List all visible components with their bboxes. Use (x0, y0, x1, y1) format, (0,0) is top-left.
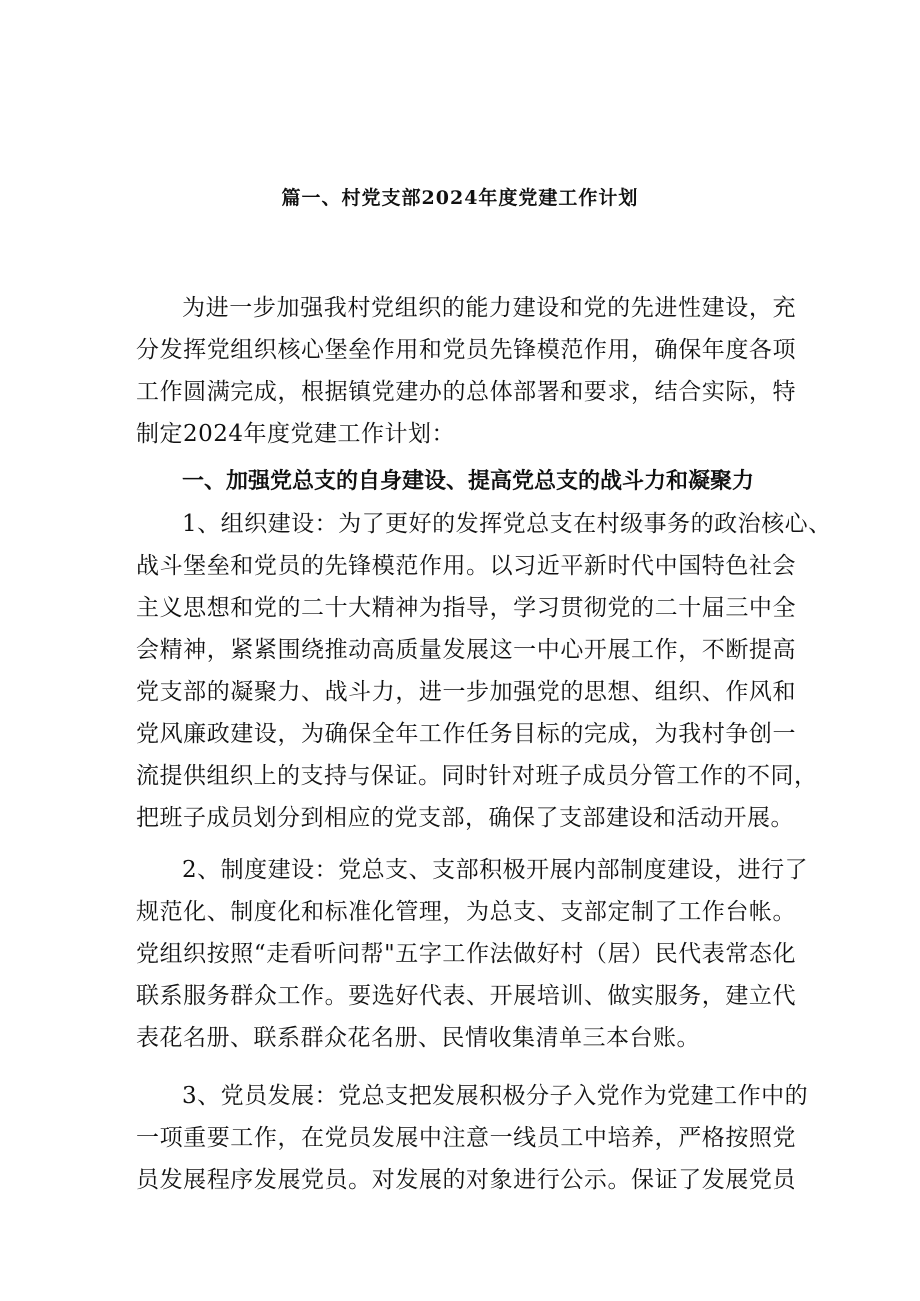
text-line: 员发展程序发展党员。对发展的对象进行公示。保证了发展党员 (136, 1167, 796, 1193)
text-line: 党组织按照“走看听问帮"五字工作法做好村（居）民代表常态化 (136, 941, 796, 967)
item-3-paragraph (136, 1075, 809, 1201)
text-line: 3、党员发展：党总支把发展积极分子入党作为党建工作中的 (182, 1083, 809, 1109)
text-line: 联系服务群众工作。要选好代表、开展培训、做实服务，建立代 (136, 983, 796, 1009)
item-2-paragraph (136, 849, 809, 1059)
text-line: 流提供组织上的支持与保证。同时针对班子成员分管工作的不同， (136, 763, 818, 789)
text-line: 为进一步加强我村党组织的能力建设和党的先进性建设，充 (182, 295, 796, 321)
text-line: 制定2024年度党建工作计划： (136, 421, 456, 447)
text-line: 规范化、制度化和标准化管理，为总支、支部定制了工作台帐。 (136, 899, 796, 925)
text-line: 党支部的凝聚力、战斗力，进一步加强党的思想、组织、作风和 (136, 679, 796, 705)
text-line: 分发挥党组织核心堡垒作用和党员先锋模范作用，确保年度各项 (136, 337, 796, 363)
text-line: 主义思想和党的二十大精神为指导，学习贯彻党的二十届三中全 (136, 595, 796, 621)
section-heading: 一、加强党总支的自身建设、提高党总支的战斗力和凝聚力 (182, 469, 755, 494)
document-body (136, 287, 832, 1201)
document-title: 篇一、村党支部2024年度党建工作计划 (281, 187, 639, 209)
text-line: 党风廉政建设，为确保全年工作任务目标的完成，为我村争创一 (136, 721, 796, 747)
text-line: 2、制度建设：党总支、支部积极开展内部制度建设，进行了 (182, 857, 809, 883)
text-line: 会精神，紧紧围绕推动高质量发展这一中心开展工作，不断提高 (136, 637, 796, 663)
intro-paragraph (136, 287, 796, 455)
text-line: 表花名册、联系群众花名册、民情收集清单三本台账。 (136, 1025, 700, 1051)
text-line: 1、组织建设：为了更好的发挥党总支在村级事务的政治核心、 (182, 511, 832, 537)
text-line: 一项重要工作，在党员发展中注意一线员工中培养，严格按照党 (136, 1125, 796, 1151)
item-1-paragraph (136, 503, 832, 839)
text-line: 战斗堡垒和党员的先锋模范作用。以习近平新时代中国特色社会 (136, 553, 796, 579)
text-line: 工作圆满完成，根据镇党建办的总体部署和要求，结合实际，特 (136, 379, 796, 405)
text-line: 把班子成员划分到相应的党支部，确保了支部建设和活动开展。 (136, 805, 794, 831)
